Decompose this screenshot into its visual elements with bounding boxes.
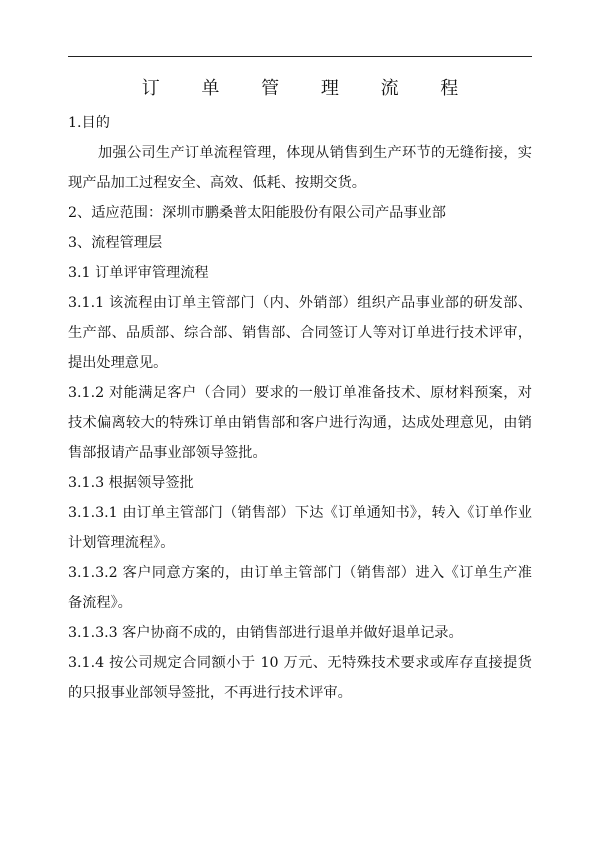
section-2-scope: 2、适应范围：深圳市鹏桑普太阳能股份有限公司产品事业部 (68, 205, 446, 221)
section-3-1-heading: 3.1 订单评审管理流程 (68, 265, 209, 281)
header-rule (68, 56, 532, 57)
clause-3-1-1: 3.1.1 该流程由订单主管部门（内、外销部）组织产品事业部的研发部、生产部、品质部、综合部、销售部、合同签订人等对订单进行技术评审，提出处理意见。 (68, 295, 532, 371)
clause-3-1-3-2: 3.1.3.2 客户同意方案的，由订单主管部门（销售部）进入《订单生产准备流程》。 (68, 565, 532, 611)
clause-3-1-4: 3.1.4 按公司规定合同额小于 10 万元、无特殊技术要求或库存直接提货的只报事业部领导签批，不再进行技术评审。 (68, 655, 532, 701)
document-body (68, 108, 532, 708)
clause-3-1-3-1: 3.1.3.1 由订单主管部门（销售部）下达《订单通知书》，转入《订单作业计划管理流程》。 (68, 505, 532, 551)
clause-3-1-3-3: 3.1.3.3 客户协商不成的，由销售部进行退单并做好退单记录。 (68, 625, 463, 641)
section-1-body: 加强公司生产订单流程管理，体现从销售到生产环节的无缝衔接，实现产品加工过程安全、高效、低耗、按期交货。 (68, 145, 532, 191)
clause-3-1-2: 3.1.2 对能满足客户（合同）要求的一般订单准备技术、原材料预案，对技术偏离较大的特殊订单由销售部和客户进行沟通，达成处理意见，由销售部报请产品事业部领导签批。 (68, 385, 532, 461)
clause-3-1-3: 3.1.3 根据领导签批 (68, 475, 194, 491)
document-title: 订 单 管 理 流 程 (141, 78, 477, 99)
section-3-heading: 3、流程管理层 (68, 235, 163, 251)
section-1-heading: 1.目的 (68, 115, 110, 131)
